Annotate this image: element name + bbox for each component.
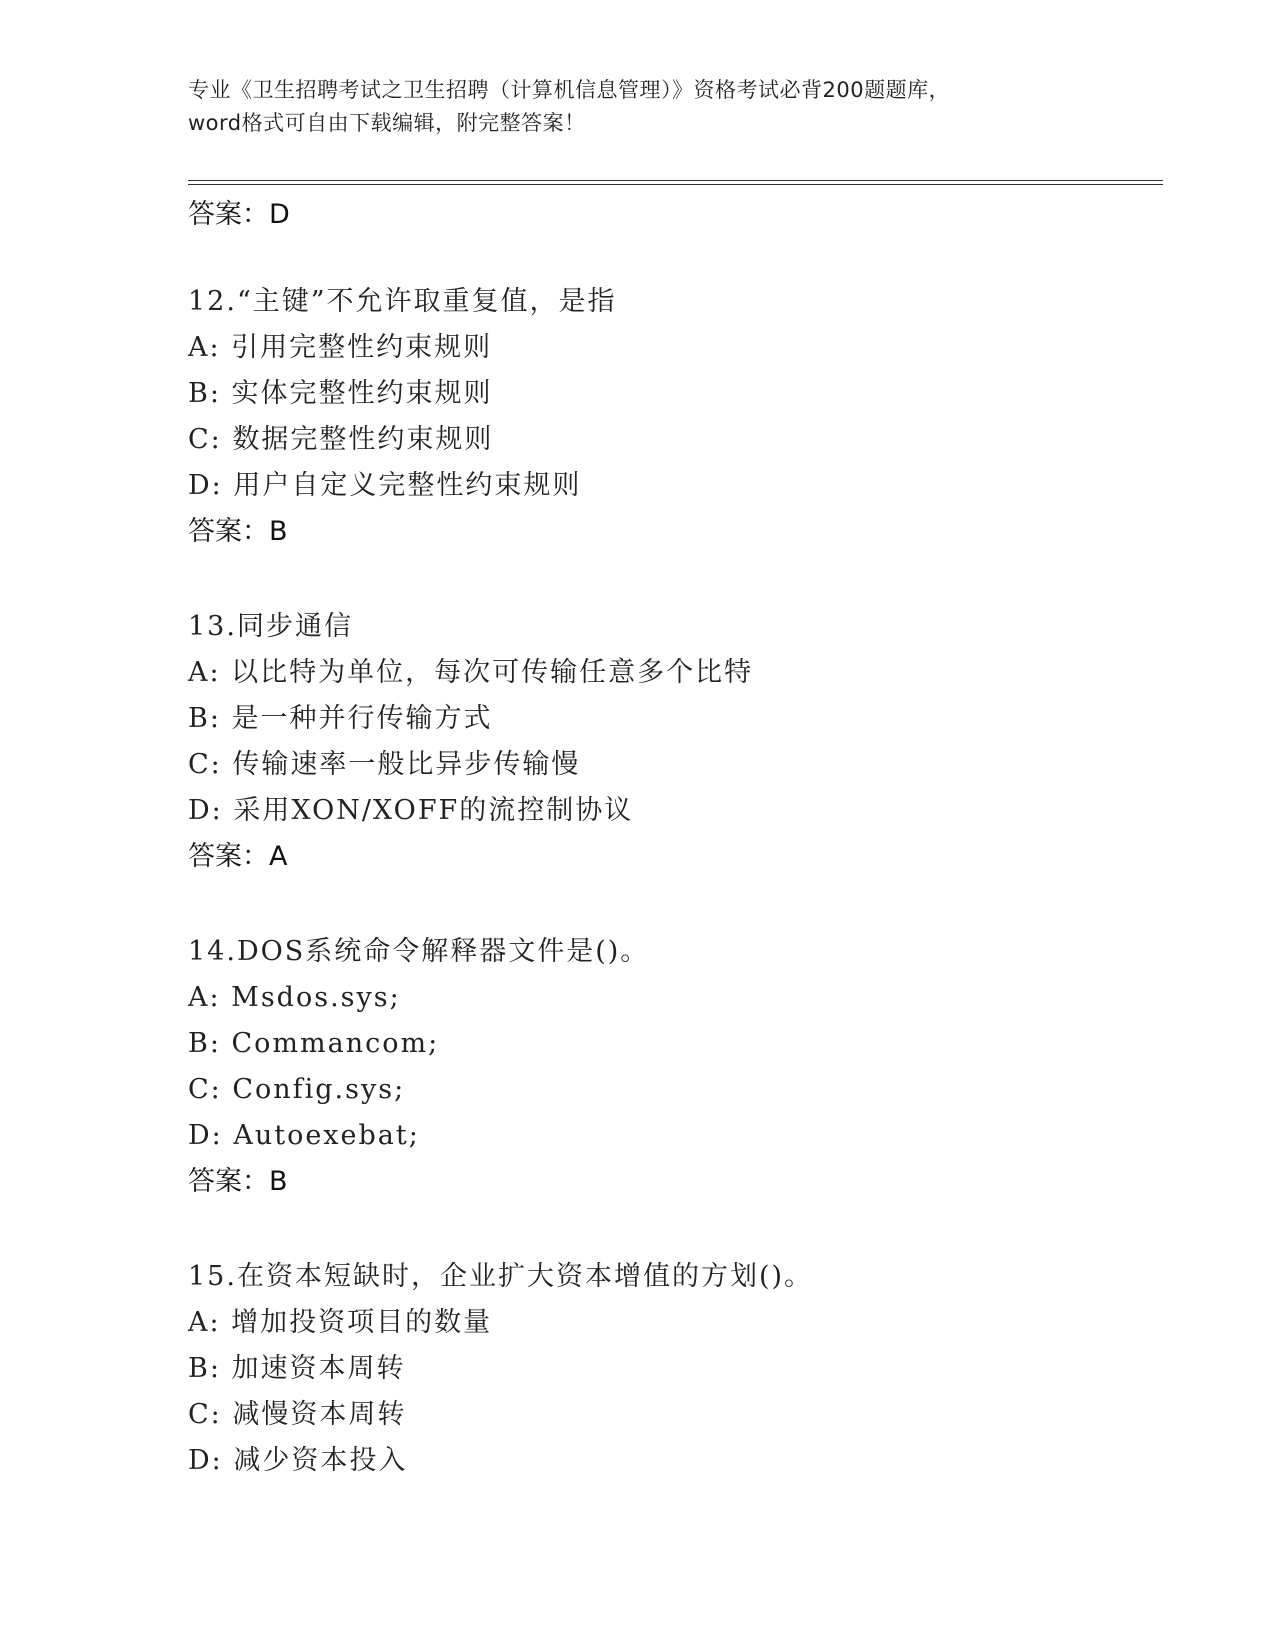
question-title: 12.“主键”不允许取重复值，是指 <box>188 286 617 317</box>
question-block-12 <box>188 279 1148 554</box>
option-d: D: 采用XON/XOFF的流控制协议 <box>188 795 634 826</box>
option-c: C: 传输速率一般比异步传输慢 <box>188 749 581 780</box>
previous-question-answer: 答案：D <box>188 199 290 230</box>
header-divider-top <box>188 180 1163 181</box>
spacer <box>188 237 1148 279</box>
header-title-line-2: word格式可自由下载编辑，附完整答案！ <box>188 111 586 135</box>
option-b: B: 是一种并行传输方式 <box>188 703 493 734</box>
question-title: 13.同步通信 <box>188 611 353 642</box>
question-title: 15.在资本短缺时，企业扩大资本增值的方划()。 <box>188 1261 814 1292</box>
option-c: C: Config.sys; <box>188 1074 406 1105</box>
document-header <box>188 74 1088 140</box>
header-title-line-1: 专业《卫生招聘考试之卫生招聘（计算机信息管理）》资格考试必背200题题库， <box>188 78 951 102</box>
header-divider-bottom <box>188 184 1163 185</box>
question-title: 14.DOS系统命令解释器文件是()。 <box>188 936 650 967</box>
option-d: D: 减少资本投入 <box>188 1445 408 1476</box>
question-answer: 答案：B <box>188 516 288 547</box>
option-c: C: 减慢资本周转 <box>188 1399 407 1430</box>
question-answer: 答案：A <box>188 841 288 872</box>
option-b: B: 实体完整性约束规则 <box>188 378 493 409</box>
spacer <box>188 879 1148 929</box>
spacer <box>188 554 1148 604</box>
option-a: A: 引用完整性约束规则 <box>188 332 493 363</box>
option-a: A: 以比特为单位，每次可传输任意多个比特 <box>188 657 754 688</box>
question-block-15 <box>188 1254 1148 1484</box>
question-answer: 答案：B <box>188 1166 288 1197</box>
option-a: A: Msdos.sys; <box>188 982 401 1013</box>
question-list <box>188 192 1148 1484</box>
option-a: A: 增加投资项目的数量 <box>188 1307 493 1338</box>
option-d: D: 用户自定义完整性约束规则 <box>188 470 582 501</box>
option-c: C: 数据完整性约束规则 <box>188 424 494 455</box>
spacer <box>188 1204 1148 1254</box>
option-b: B: Commancom; <box>188 1028 440 1059</box>
question-block-13 <box>188 604 1148 879</box>
question-block-14 <box>188 929 1148 1204</box>
option-b: B: 加速资本周转 <box>188 1353 406 1384</box>
option-d: D: Autoexebat; <box>188 1120 420 1151</box>
